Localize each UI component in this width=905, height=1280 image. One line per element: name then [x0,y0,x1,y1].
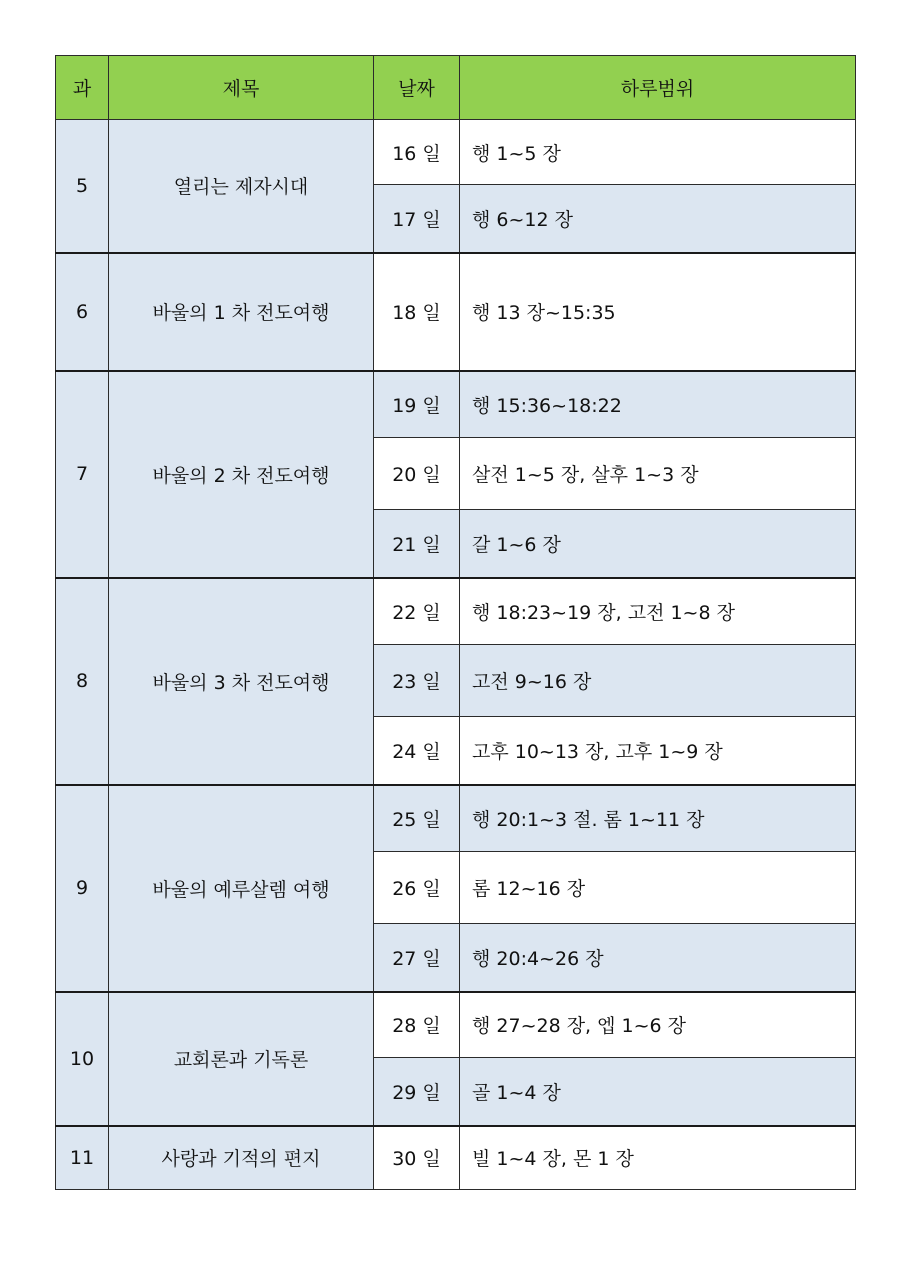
table-row [56,371,856,438]
lesson-number: 11 [56,1126,109,1190]
day-range: 행 15:36~18:22 [460,371,856,438]
day-date: 25 일 [374,785,460,852]
lesson-number: 9 [56,785,109,992]
lesson-title: 바울의 2 차 전도여행 [109,371,374,578]
day-range: 고후 10~13 장, 고후 1~9 장 [460,717,856,785]
lesson-title: 바울의 예루살렘 여행 [109,785,374,992]
day-range: 행 13 장~15:35 [460,253,856,371]
day-date: 19 일 [374,371,460,438]
lesson-title: 교회론과 기독론 [109,992,374,1126]
lesson-title: 바울의 3 차 전도여행 [109,578,374,785]
day-range: 행 1~5 장 [460,120,856,185]
day-date: 21 일 [374,510,460,578]
day-range: 갈 1~6 장 [460,510,856,578]
day-range: 고전 9~16 장 [460,645,856,717]
day-range: 롬 12~16 장 [460,852,856,924]
lesson-number: 7 [56,371,109,578]
header-lesson: 과 [56,56,109,120]
day-range: 행 27~28 장, 엡 1~6 장 [460,992,856,1058]
day-date: 18 일 [374,253,460,371]
lesson-number: 10 [56,992,109,1126]
day-range: 골 1~4 장 [460,1058,856,1126]
table-row [56,120,856,185]
day-date: 27 일 [374,924,460,992]
day-date: 17 일 [374,185,460,253]
table-row [56,785,856,852]
lesson-number: 6 [56,253,109,371]
reading-schedule-table [55,55,856,1190]
day-date: 28 일 [374,992,460,1058]
day-range: 빌 1~4 장, 몬 1 장 [460,1126,856,1190]
day-date: 23 일 [374,645,460,717]
day-date: 30 일 [374,1126,460,1190]
lesson-title: 열리는 제자시대 [109,120,374,253]
lesson-number: 8 [56,578,109,785]
day-range: 행 18:23~19 장, 고전 1~8 장 [460,578,856,645]
table-row [56,992,856,1058]
table-header-row [56,56,856,120]
lesson-title: 바울의 1 차 전도여행 [109,253,374,371]
table-row [56,253,856,371]
day-date: 16 일 [374,120,460,185]
header-range: 하루범위 [460,56,856,120]
header-date: 날짜 [374,56,460,120]
day-date: 22 일 [374,578,460,645]
header-title: 제목 [109,56,374,120]
day-date: 24 일 [374,717,460,785]
day-range: 행 20:1~3 절. 롬 1~11 장 [460,785,856,852]
day-date: 29 일 [374,1058,460,1126]
day-range: 행 20:4~26 장 [460,924,856,992]
day-range: 살전 1~5 장, 살후 1~3 장 [460,438,856,510]
lesson-title: 사랑과 기적의 편지 [109,1126,374,1190]
day-range: 행 6~12 장 [460,185,856,253]
table-row [56,578,856,645]
table-row [56,1126,856,1190]
day-date: 26 일 [374,852,460,924]
day-date: 20 일 [374,438,460,510]
lesson-number: 5 [56,120,109,253]
